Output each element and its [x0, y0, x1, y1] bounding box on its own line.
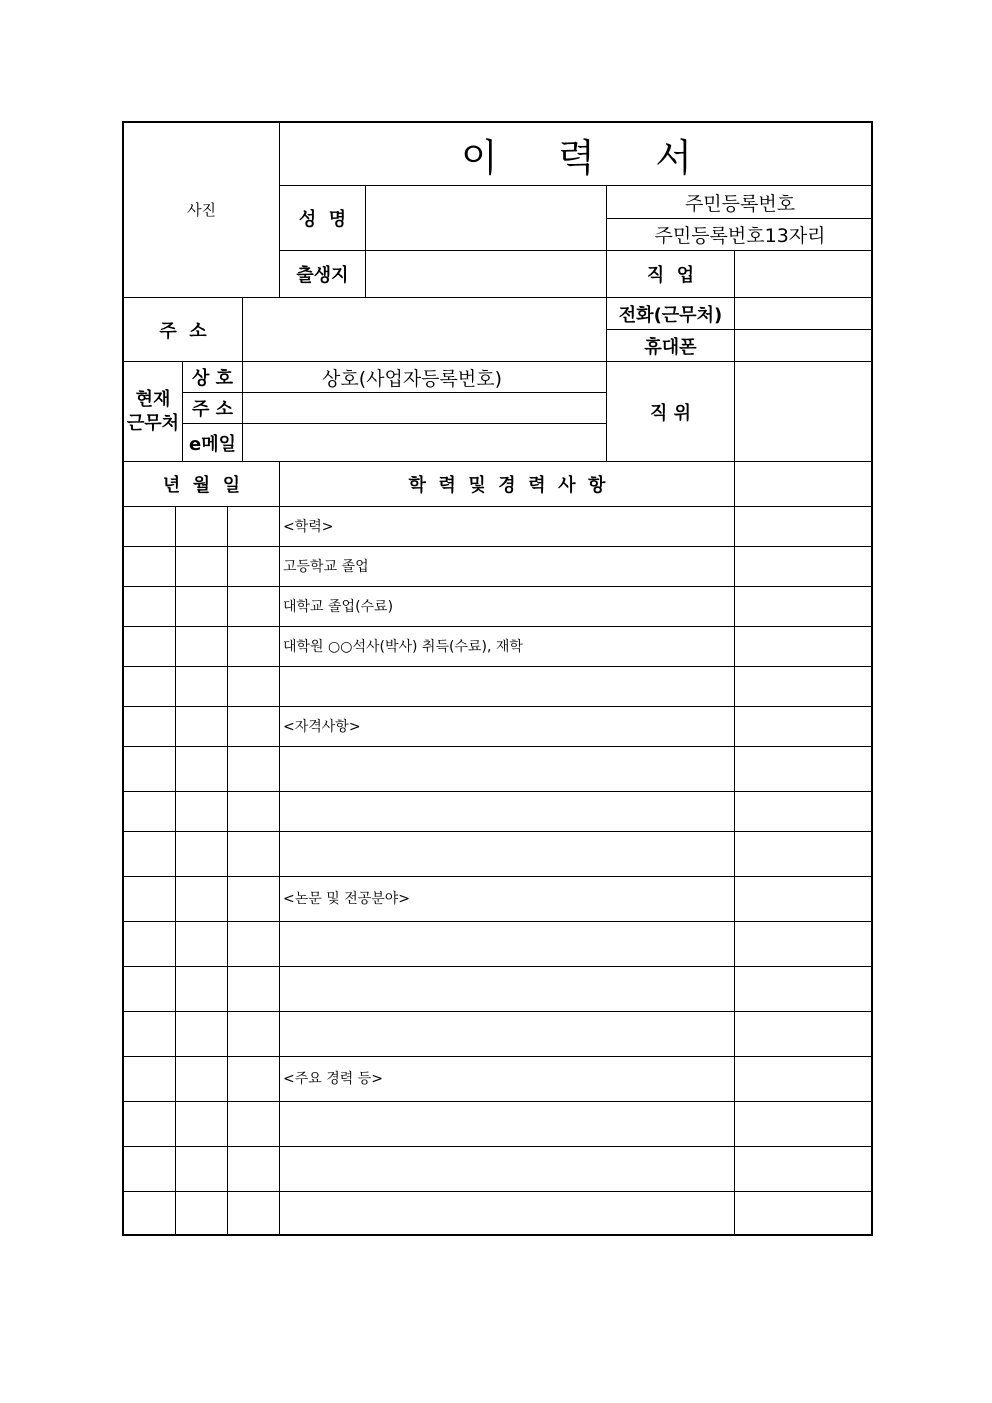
history-entry-text: 대학교 졸업(수료) — [283, 598, 394, 615]
day-cell[interactable] — [228, 967, 279, 1011]
month-cell[interactable] — [176, 507, 227, 546]
year-cell[interactable] — [124, 877, 175, 921]
history-content-cell[interactable] — [280, 1012, 734, 1056]
work-address-field[interactable] — [243, 393, 606, 423]
year-cell[interactable] — [124, 707, 175, 746]
history-content-cell[interactable] — [280, 747, 734, 791]
email-field[interactable] — [243, 424, 606, 461]
day-cell[interactable] — [228, 507, 279, 546]
remark-cell[interactable] — [735, 922, 873, 966]
day-cell[interactable] — [228, 627, 279, 666]
email-label: e메일 — [189, 433, 236, 455]
month-cell[interactable] — [176, 832, 227, 876]
birthplace-label-cell — [280, 251, 365, 297]
mobile-field[interactable] — [735, 330, 873, 361]
year-cell[interactable] — [124, 1147, 175, 1191]
work-address-label: 주 소 — [191, 399, 234, 420]
day-cell[interactable] — [228, 922, 279, 966]
rrn-value: 주민등록번호13자리 — [654, 225, 826, 247]
month-cell[interactable] — [176, 792, 227, 831]
month-cell[interactable] — [176, 747, 227, 791]
year-cell[interactable] — [124, 832, 175, 876]
year-cell[interactable] — [124, 792, 175, 831]
history-content-cell[interactable] — [280, 507, 734, 546]
remark-cell[interactable] — [735, 1057, 873, 1101]
day-cell[interactable] — [228, 1057, 279, 1101]
day-cell[interactable] — [228, 1012, 279, 1056]
history-content-cell[interactable] — [280, 1057, 734, 1101]
history-entry-text: <주요 경력 등> — [283, 1071, 383, 1087]
day-cell[interactable] — [228, 707, 279, 746]
photo-label: 사진 — [187, 200, 216, 219]
month-cell[interactable] — [176, 1012, 227, 1056]
remark-cell[interactable] — [735, 627, 873, 666]
birthplace-field[interactable] — [366, 251, 606, 297]
month-cell[interactable] — [176, 1147, 227, 1191]
history-content-cell[interactable] — [280, 792, 734, 831]
occupation-field[interactable] — [735, 251, 873, 297]
title-cell — [280, 123, 873, 185]
history-entry-text: <논문 및 전공분야> — [283, 891, 411, 907]
year-cell[interactable] — [124, 1192, 175, 1235]
remark-cell[interactable] — [735, 1102, 873, 1146]
history-entry-text: <학력> — [283, 518, 334, 535]
resume-form — [122, 121, 873, 1236]
remark-cell[interactable] — [735, 1012, 873, 1056]
history-entry-text: <자격사항> — [283, 718, 361, 735]
photo-area[interactable] — [124, 123, 279, 297]
day-cell[interactable] — [228, 1102, 279, 1146]
month-cell[interactable] — [176, 587, 227, 626]
year-cell[interactable] — [124, 507, 175, 546]
date-header-cell — [124, 462, 279, 506]
position-label-cell — [607, 362, 734, 461]
remark-cell[interactable] — [735, 832, 873, 876]
month-cell[interactable] — [176, 877, 227, 921]
work-address-label-cell — [183, 393, 242, 423]
phone-work-label: 전화(근무처) — [618, 304, 723, 326]
rrn-label-cell — [607, 186, 873, 218]
month-cell[interactable] — [176, 1102, 227, 1146]
month-cell[interactable] — [176, 547, 227, 586]
page-title: 이 력 서 — [461, 135, 692, 180]
remark-cell[interactable] — [735, 667, 873, 706]
month-cell[interactable] — [176, 922, 227, 966]
company-field[interactable] — [243, 362, 606, 392]
remark-cell[interactable] — [735, 547, 873, 586]
day-cell[interactable] — [228, 1192, 279, 1235]
month-cell[interactable] — [176, 1057, 227, 1101]
history-content-cell[interactable] — [280, 1192, 734, 1235]
history-content-cell[interactable] — [280, 547, 734, 586]
history-content-cell[interactable] — [280, 1102, 734, 1146]
history-content-cell[interactable] — [280, 667, 734, 706]
month-cell[interactable] — [176, 667, 227, 706]
name-label: 성 명 — [298, 209, 347, 230]
year-cell[interactable] — [124, 922, 175, 966]
history-header-extra — [735, 462, 873, 506]
email-label-cell — [183, 424, 242, 461]
remark-cell[interactable] — [735, 967, 873, 1011]
workplace-label-line1: 현재 — [135, 388, 171, 410]
month-cell[interactable] — [176, 1192, 227, 1235]
year-cell[interactable] — [124, 967, 175, 1011]
history-content-cell[interactable] — [280, 707, 734, 746]
history-content-cell[interactable] — [280, 877, 734, 921]
remark-cell[interactable] — [735, 707, 873, 746]
year-cell[interactable] — [124, 547, 175, 586]
month-cell[interactable] — [176, 627, 227, 666]
phone-work-label-cell — [607, 298, 734, 329]
day-cell[interactable] — [228, 877, 279, 921]
month-cell[interactable] — [176, 707, 227, 746]
day-cell[interactable] — [228, 1147, 279, 1191]
mobile-label-cell — [607, 330, 734, 361]
history-content-cell[interactable] — [280, 587, 734, 626]
remark-cell[interactable] — [735, 1147, 873, 1191]
phone-work-field[interactable] — [735, 298, 873, 329]
day-cell[interactable] — [228, 587, 279, 626]
history-content-cell[interactable] — [280, 1147, 734, 1191]
year-cell[interactable] — [124, 1012, 175, 1056]
workplace-label-line2: 근무처 — [126, 412, 180, 434]
remark-cell[interactable] — [735, 792, 873, 831]
occupation-label: 직 업 — [646, 265, 695, 286]
name-label-cell — [280, 186, 365, 250]
remark-cell[interactable] — [735, 877, 873, 921]
year-cell[interactable] — [124, 587, 175, 626]
workplace-group-label — [124, 362, 182, 461]
position-label: 직 위 — [649, 402, 692, 424]
year-cell[interactable] — [124, 747, 175, 791]
remark-cell[interactable] — [735, 1192, 873, 1235]
history-content-cell[interactable] — [280, 832, 734, 876]
history-content-cell[interactable] — [280, 627, 734, 666]
history-content-cell[interactable] — [280, 967, 734, 1011]
day-cell[interactable] — [228, 547, 279, 586]
remark-cell[interactable] — [735, 507, 873, 546]
year-cell[interactable] — [124, 1057, 175, 1101]
month-cell[interactable] — [176, 967, 227, 1011]
history-content-cell[interactable] — [280, 922, 734, 966]
year-cell[interactable] — [124, 667, 175, 706]
day-cell[interactable] — [228, 667, 279, 706]
rrn-field[interactable] — [607, 219, 873, 250]
mobile-label: 휴대폰 — [644, 336, 697, 358]
birthplace-label: 출생지 — [296, 265, 349, 286]
day-cell[interactable] — [228, 792, 279, 831]
company-label: 상 호 — [191, 368, 234, 389]
address-label-cell — [124, 298, 242, 361]
remark-cell[interactable] — [735, 587, 873, 626]
date-header: 년 월 일 — [162, 475, 241, 496]
address-field[interactable] — [243, 298, 606, 361]
history-header-cell — [280, 462, 734, 506]
company-value: 상호(사업자등록번호) — [321, 367, 502, 390]
year-cell[interactable] — [124, 1102, 175, 1146]
company-label-cell — [183, 362, 242, 392]
history-entry-text: 대학원 ○○석사(박사) 취득(수료), 재학 — [283, 638, 523, 655]
year-cell[interactable] — [124, 627, 175, 666]
history-header: 학 력 및 경 력 사 항 — [408, 475, 606, 496]
remark-cell[interactable] — [735, 747, 873, 791]
name-field[interactable] — [366, 186, 606, 250]
history-entry-text: 고등학교 졸업 — [283, 558, 369, 575]
rrn-label: 주민등록번호 — [684, 192, 796, 215]
position-field[interactable] — [735, 362, 873, 461]
day-cell[interactable] — [228, 832, 279, 876]
occupation-label-cell — [607, 251, 734, 297]
day-cell[interactable] — [228, 747, 279, 791]
address-label: 주 소 — [159, 320, 207, 342]
